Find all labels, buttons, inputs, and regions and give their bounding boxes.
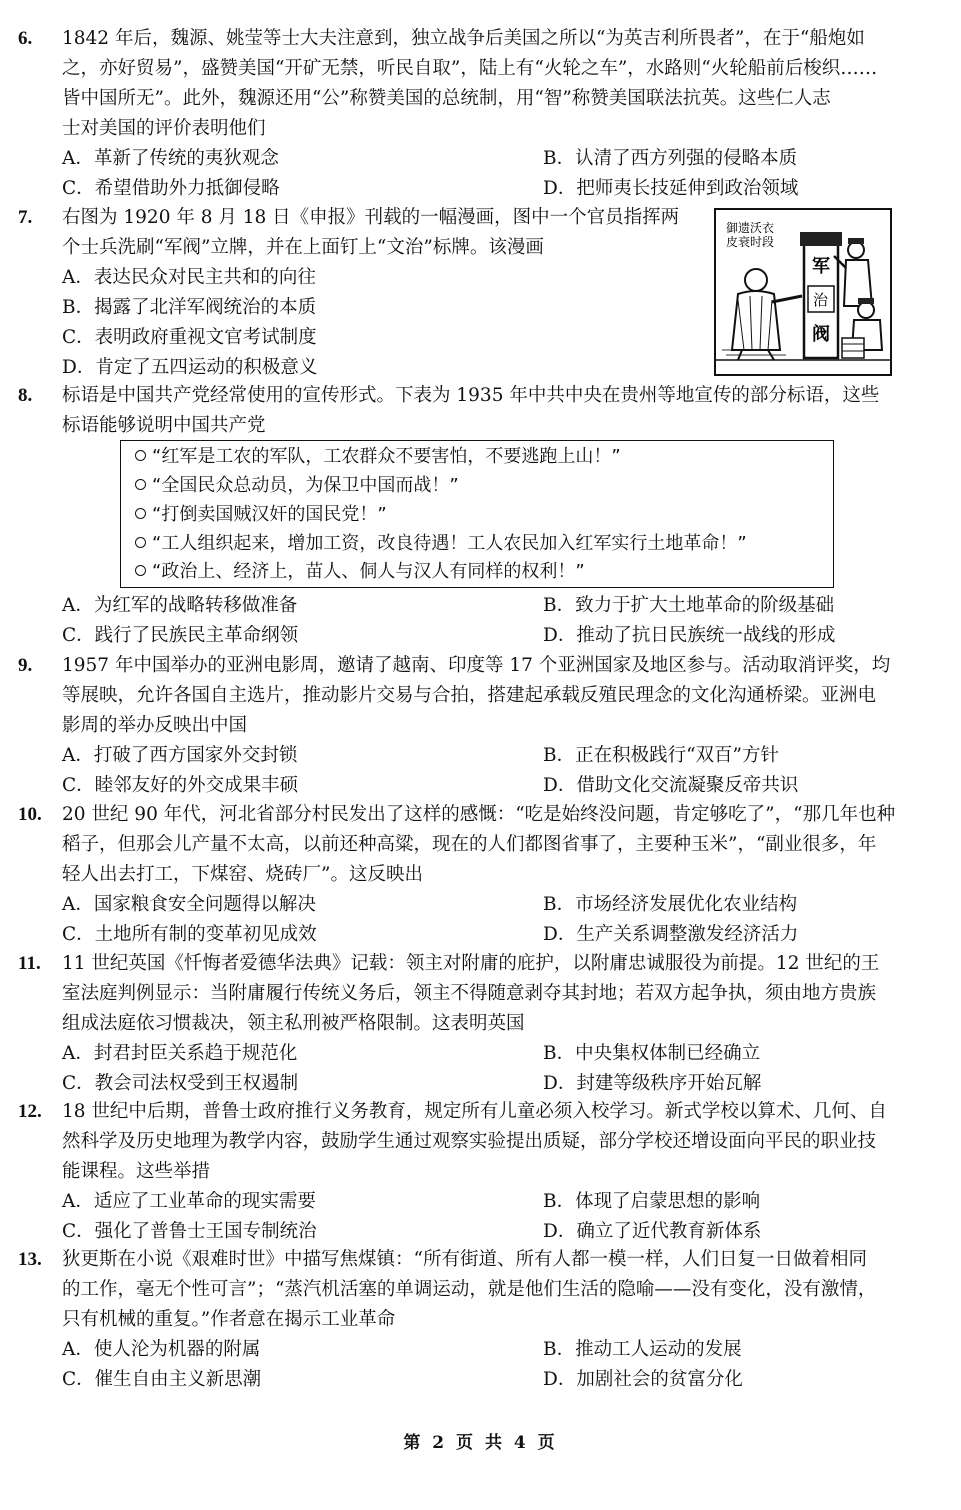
question-text-line: 的工作，毫无个性可言”；“蒸汽机活塞的单调运动，就是他们生活的隐喻——没有变化，没有激情， [62,1279,877,1300]
option-d: D．确立了近代教育新体系 [543,1221,762,1242]
option-a: A．表达民众对民主共和的向往 [62,267,316,288]
question-number: 12. [18,1101,42,1122]
page-footer: 第 2 页 共 4 页 [403,1433,558,1453]
slogan-text: “工人组织起来，增加工资，改良待遇！工人农民加入红军实行土地革命！” [152,533,747,554]
question-text-line: 只有机械的重复。”作者意在揭示工业革命 [62,1309,396,1330]
option-c: C．土地所有制的变革初见成效 [62,924,317,945]
question-text-line: 室法庭判例显示：当附庸履行传统义务后，领主不得随意剥夺其封地；若双方起争执，须由地方贵族 [62,983,877,1004]
bullet-icon [135,537,146,548]
sign-character: 治 [813,291,829,309]
option-c: C．睦邻友好的外交成果丰硕 [62,775,299,796]
cartoon-caption: 皮衰时段 [726,235,775,249]
bullet-icon [135,508,146,519]
sign-character: 阀 [812,324,830,345]
slogan-text: “全国民众总动员，为保卫中国而战！” [152,475,459,496]
option-d: D．把师夷长技延伸到政治领域 [543,178,799,199]
question-text-line: 个士兵洗刷“军阀”立牌，并在上面钉上“文治”标牌。该漫画 [62,237,544,258]
bullet-icon [135,565,146,576]
option-b: B．认清了西方列强的侵略本质 [543,148,798,169]
question-text-line: 标语是中国共产党经常使用的宣传形式。下表为 1935 年中共中央在贵州等地宣传的部分标语，这些 [62,385,880,406]
option-c: C．教会司法权受到王权遏制 [62,1073,299,1094]
slogan-text: “打倒卖国贼汉奸的国民党！” [152,504,387,525]
question-text-line: 右图为 1920 年 8 月 18 日《申报》刊载的一幅漫画，图中一个官员指挥两 [62,207,680,228]
option-b: B．致力于扩大土地革命的阶级基础 [543,595,835,616]
option-b: B．正在积极践行“双百”方针 [543,745,780,766]
question-text-line: 影周的举办反映出中国 [62,715,248,736]
option-b: B．中央集权体制已经确立 [543,1043,761,1064]
option-d: D．封建等级秩序开始瓦解 [543,1073,762,1094]
question-text-line: 士对美国的评价表明他们 [62,118,266,139]
cartoon-drawing [716,210,890,374]
option-a: A．适应了工业革命的现实需要 [62,1191,316,1212]
bullet-icon [135,450,146,461]
slogan-item [135,472,459,500]
question-text-line: 组成法庭依习惯裁决，领主私刑被严格限制。这表明英国 [62,1013,525,1034]
question-text-line: 标语能够说明中国共产党 [62,415,266,436]
slogan-text: “红军是工农的军队，工农群众不要害怕，不要逃跑上山！” [152,446,621,467]
question-text-line: 11 世纪英国《忏悔者爱德华法典》记载：领主对附庸的庇护，以附庸忠诚服役为前提。12 世纪的王 [62,953,880,974]
slogan-item [135,443,621,471]
option-c: C．践行了民族民主革命纲领 [62,625,299,646]
question-text-line: 1842 年后，魏源、姚莹等士大夫注意到，独立战争后美国之所以“为英吉利所畏者”，在于“船炮如 [62,28,865,49]
bullet-icon [135,479,146,490]
slogan-item [135,530,747,558]
option-c: C．强化了普鲁士王国专制统治 [62,1221,317,1242]
slogan-item [135,501,387,529]
question-number: 6. [18,28,33,49]
question-number: 7. [18,207,33,228]
question-text-line: 之，亦好贸易”，盛赞美国“开矿无禁，听民自取”，陆上有“火轮之车”，水路则“火轮船前后梭织…… [62,58,878,79]
option-d: D．加剧社会的贫富分化 [543,1369,743,1390]
option-c: C．表明政府重视文官考试制度 [62,327,317,348]
option-a: A．打破了西方国家外交封锁 [62,745,298,766]
question-text-line: 1957 年中国举办的亚洲电影周，邀请了越南、印度等 17 个亚洲国家及地区参与。活动取消评奖，均 [62,655,891,676]
question-text-line: 然科学及历史地理为教学内容，鼓励学生通过观察实验提出质疑，部分学校还增设面向平民的职业技 [62,1131,877,1152]
question-number: 10. [18,804,42,825]
option-d: D．生产关系调整激发经济活力 [543,924,799,945]
cartoon-caption: 御遗沃衣 [726,221,775,235]
option-a: A．封君封臣关系趋于规范化 [62,1043,298,1064]
question-number: 13. [18,1249,42,1270]
option-c: C．希望借助外力抵御侵略 [62,178,280,199]
option-a: A．使人沦为机器的附属 [62,1339,261,1360]
question-text-line: 能课程。这些举措 [62,1161,211,1182]
question-text-line: 20 世纪 90 年代，河北省部分村民发出了这样的感慨：“吃是始终没问题，肯定够吃了”，“那几年也种 [62,804,896,825]
question-text-line: 轻人出去打工，下煤窑、烧砖厂”。这反映出 [62,864,423,885]
option-c: C．催生自由主义新思潮 [62,1369,262,1390]
option-a: A．革新了传统的夷狄观念 [62,148,279,169]
slogan-table [120,440,834,588]
question-text-line: 等展映，允许各国自主选片，推动影片交易与合拍，搭建起承载反殖民理念的文化沟通桥梁。亚洲电 [62,685,877,706]
question-text-line: 皆中国所无”。此外，魏源还用“公”称赞美国的总统制，用“智”称赞美国联法抗英。这些仁人志 [62,88,831,109]
option-d: D．肯定了五四运动的积极意义 [62,357,318,378]
question-text-line: 稻子，但那会儿产量不太高，以前还种高粱，现在的人们都图省事了，主要种玉米”，“副业很多，年 [62,834,877,855]
option-a: A．国家粮食安全问题得以解决 [62,894,316,915]
cartoon-illustration [714,208,892,376]
question-text-line: 狄更斯在小说《艰难时世》中描写焦煤镇：“所有街道、所有人都一模一样，人们日复一日做着相同 [62,1249,867,1270]
option-b: B．市场经济发展优化农业结构 [543,894,798,915]
option-a: A．为红军的战略转移做准备 [62,595,298,616]
slogan-item [135,558,585,586]
question-number: 9. [18,655,33,676]
option-b: B．体现了启蒙思想的影响 [543,1191,761,1212]
option-b: B．推动工人运动的发展 [543,1339,742,1360]
slogan-text: “政治上、经济上，苗人、侗人与汉人有同样的权利！” [152,561,585,582]
option-d: D．借助文化交流凝聚反帝共识 [543,775,799,796]
option-d: D．推动了抗日民族统一战线的形成 [543,625,836,646]
question-text-line: 18 世纪中后期，普鲁士政府推行义务教育，规定所有儿童必须入校学习。新式学校以算术、几何、自 [62,1101,887,1122]
question-number: 8. [18,385,33,406]
question-number: 11. [18,953,41,974]
option-b: B．揭露了北洋军阀统治的本质 [62,297,317,318]
sign-character: 军 [812,256,830,277]
